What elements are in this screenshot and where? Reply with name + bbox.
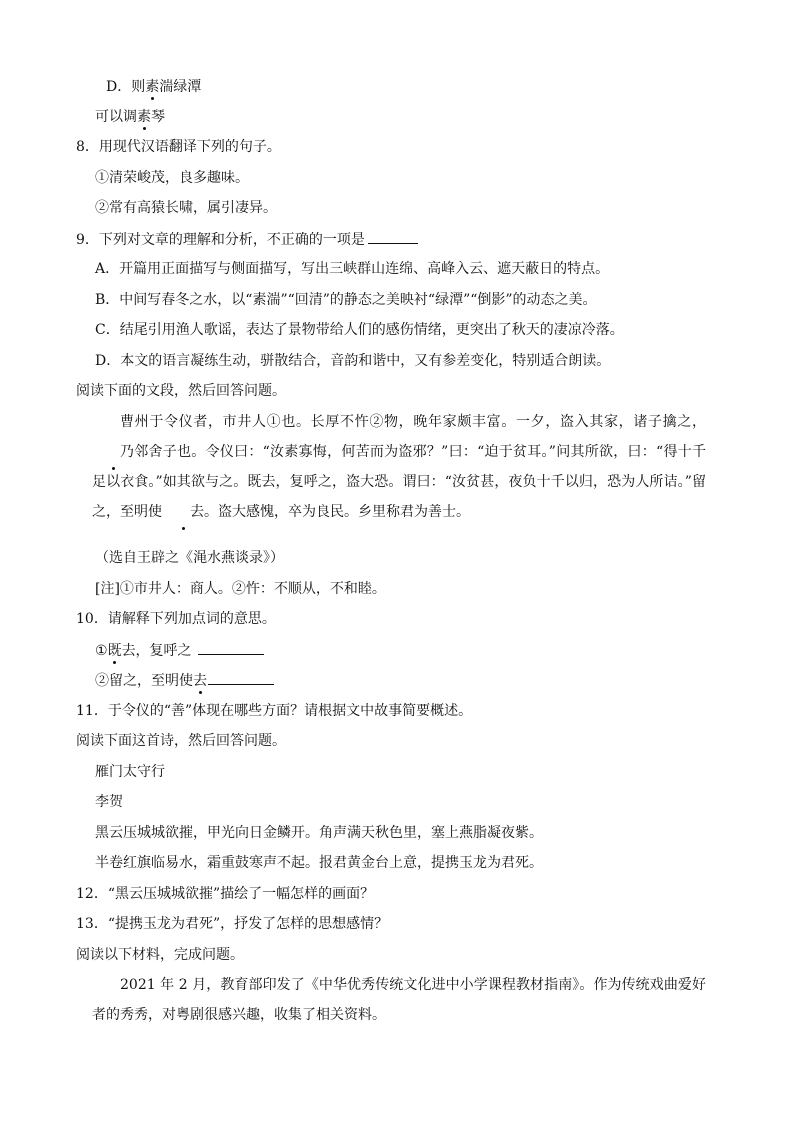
q7-option-d-line2	[95, 107, 165, 127]
q9-option-c: C．结尾引用渔人歌谣，表达了景物带给人们的感伤情绪，更突出了秋天的凄凉冷落。	[95, 322, 624, 338]
dotted-char: 乃	[92, 437, 134, 467]
word-prefix: ①	[95, 643, 108, 659]
q11-stem: 11．于令仪的“善”体现在哪些方面？请根据文中故事简要概述。	[76, 703, 473, 719]
q8-stem: 8．用现代汉语翻译下列的句子。	[76, 139, 281, 155]
word-prefix: ②留之，至明使	[95, 673, 193, 689]
q9-option-d: D．本文的语言凝练生动，骈散结合，音韵和谐中，又有参差变化，特别适合朗读。	[95, 353, 611, 369]
poem-author: 李贺	[95, 794, 123, 810]
q10-word-1	[95, 640, 264, 661]
passage-text: 邻舍子也。令仪曰：“汝素寡悔，何苦而为盗邪？”曰：“迫于贫耳。”问其所欲，曰：“得十千足以衣食。”如其欲与之。既去，复呼之，盗大恐。谓曰：“汝贫甚，夜负十千以归，恐为人所诘。”留之，至明使	[92, 444, 706, 520]
option-d-suffix: 湍绿潭	[159, 79, 202, 95]
poem-line-2: 半卷红旗临易水，霜重鼓寒声不起。报君黄金台上意，提携玉龙为君死。	[95, 855, 543, 871]
q8-sentence-1: ①清荣峻茂，良多趣味。	[95, 170, 249, 186]
reading1-passage	[92, 407, 706, 527]
answer-blank[interactable]	[198, 640, 264, 655]
dotted-char: 既	[107, 643, 122, 659]
dotted-char: 去	[193, 673, 207, 689]
q9-stem	[76, 229, 418, 250]
reading2-paragraph: 2021 年 2 月，教育部印发了《中华优秀传统文化进中小学课程教材指南》。作为传统戏曲爱好者的秀秀，对粤剧很感兴趣，收集了相关资料。	[92, 977, 706, 1023]
answer-blank[interactable]	[368, 229, 418, 244]
q8-sentence-2: ②常有高猿长啸，属引凄异。	[95, 200, 277, 216]
q10-stem: 10．请解释下列加点词的意思。	[76, 611, 276, 627]
poem-line-1: 黑云压城城欲摧，甲光向日金鳞开。角声满天秋色里，塞上燕脂凝夜紫。	[95, 825, 543, 841]
reading1-note: [注]①市井人：商人。②忤：不顺从，不和睦。	[95, 581, 386, 597]
dotted-char: 素	[137, 109, 151, 125]
option-d-prefix: D．则	[106, 79, 146, 95]
reading1-intro: 阅读下面的文段，然后回答问题。	[76, 383, 286, 399]
reading1-source: （选自王辟之《渑水燕谈录》）	[95, 550, 284, 566]
dotted-char: 去	[162, 497, 204, 527]
q9-stem-text: 9．下列对文章的理解和分析，不正确的一项是	[76, 232, 365, 248]
q9-option-a: A．开篇用正面描写与侧面描写，写出三峡群山连绵、高峰入云、遮天蔽日的特点。	[95, 261, 610, 277]
q13-stem: 13．“提携玉龙为君死”，抒发了怎样的思想感情？	[76, 916, 389, 932]
line-suffix: 琴	[151, 109, 165, 125]
poem-title: 雁门太守行	[95, 764, 165, 780]
q10-word-2	[95, 670, 274, 691]
reading2-intro: 阅读以下材料，完成问题。	[76, 947, 244, 963]
q12-stem: 12．“黑云压城城欲摧”描绘了一幅怎样的画面？	[76, 886, 375, 902]
line-prefix: 可以调	[95, 109, 137, 125]
answer-blank[interactable]	[208, 670, 274, 685]
q9-option-b: B．中间写春冬之水，以“素湍”“回清”的静态之美映衬“绿潭”“倒影”的动态之美。	[95, 292, 597, 308]
passage-text: 曹州于令仪者，市井人①也。长厚不忤②物，晚年家颇丰富。一夕，盗入其家，诸子擒之，	[120, 414, 706, 430]
q7-option-d	[106, 77, 201, 97]
dotted-char: 素	[145, 79, 160, 95]
passage-text: 。盗大感愧，卒为良民。乡里称君为善士。	[204, 504, 470, 520]
poem-intro: 阅读下面这首诗，然后回答问题。	[76, 733, 286, 749]
word-suffix: 去，复呼之	[121, 643, 192, 659]
